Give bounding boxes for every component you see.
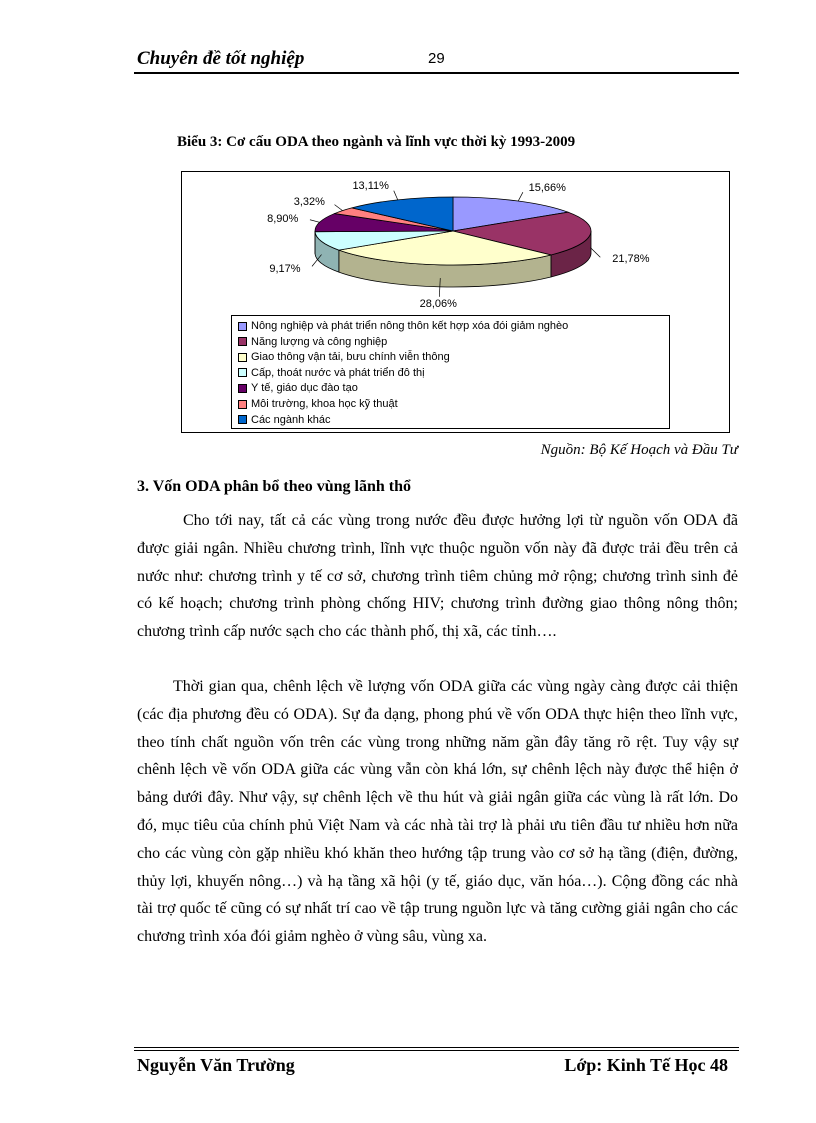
legend-item xyxy=(238,318,568,334)
section-heading: 3. Vốn ODA phân bổ theo vùng lãnh thổ xyxy=(137,478,412,495)
legend-swatch xyxy=(238,400,247,409)
legend-label: Nông nghiệp và phát triển nông thôn kết hợp xóa đói giảm nghèo xyxy=(251,320,569,332)
chart-legend xyxy=(231,315,670,429)
legend-item xyxy=(238,380,358,396)
pie-leader-line xyxy=(394,191,398,200)
page-number: 29 xyxy=(428,50,445,67)
pie-leader-line xyxy=(590,248,600,258)
legend-swatch xyxy=(238,368,247,377)
paragraph-2: Thời gian qua, chênh lệch về lượng vốn ODA giữa các vùng ngày càng được cải thiện (các địa phương đều có ODA). Sự đa dạng, phong phú về vốn ODA thực hiện theo lĩnh vực, theo tính chất nguồn vốn trên các vùng trong những năm gần đây tăng rõ rệt. Tuy vậy sự chênh lệch về vốn ODA giữa các vùng vẫn còn khá lớn, sự chênh lệch này được thể hiện ở bảng dưới đây. Như vậy, sự chênh lệch về thu hút và giải ngân giữa các vùng là rất lớn. Do đó, mục tiêu của chính phủ Việt Nam và các nhà tài trợ là phải ưu tiên đầu tư nhiều hơn nữa cho các vùng còn gặp nhiều khó khăn theo hướng tập trung vào cơ sở hạ tầng (điện, đường, thủy lợi, khuyến nông…) và hạ tầng xã hội (y tế, giáo dục, văn hóa…). Cộng đồng các nhà tài trợ quốc tế cũng có sự nhất trí cao về tập trung nguồn lực và tăng cường giải ngân cho các chương trình xóa đói giảm nghèo ở vùng sâu, vùng xa. xyxy=(137,678,738,946)
legend-swatch xyxy=(238,415,247,424)
pie-tops xyxy=(315,197,591,265)
chart-title: Biểu 3: Cơ cấu ODA theo ngành và lĩnh vực thời kỳ 1993-2009 xyxy=(177,134,576,150)
footer-rule xyxy=(134,1047,739,1048)
legend-label: Cấp, thoát nước và phát triển đô thị xyxy=(251,366,425,379)
pie-data-label: 8,90% xyxy=(267,213,299,226)
legend-label: Y tế, giáo dục đào tạo xyxy=(251,382,358,395)
legend-item xyxy=(238,396,398,412)
pie-data-label: 13,11% xyxy=(352,180,389,193)
legend-label: Các ngành khác xyxy=(251,413,331,426)
legend-label: Năng lượng và công nghiệp xyxy=(251,335,388,348)
footer-rule xyxy=(134,1050,739,1051)
legend-swatch xyxy=(238,384,247,393)
pie-leader-line xyxy=(310,220,320,223)
header-rule xyxy=(134,72,739,74)
legend-item xyxy=(238,334,387,350)
paragraph-1: Cho tới nay, tất cả các vùng trong nước đều được hưởng lợi từ nguồn vốn ODA đã được giải ngân. Nhiều chương trình, lĩnh vực thuộc nguồn vốn này đã được trải đều trên cả nước như: chương trình y tế cơ sở, chương trình tiêm chủng mở rộng; chương trình sinh đẻ có kế hoạch; chương trình phòng chống HIV; chương trình đường giao thông nông thôn; chương trình cấp nước sạch cho các thành phố, thị xã, các tỉnh…. xyxy=(137,512,738,641)
pie-data-label: 15,66% xyxy=(528,181,566,194)
pie-data-label: 3,32% xyxy=(293,196,325,209)
legend-swatch xyxy=(238,322,247,331)
legend-swatch xyxy=(238,337,247,346)
pie-data-label: 9,17% xyxy=(269,263,301,276)
legend-item xyxy=(238,365,425,381)
legend-item xyxy=(238,349,450,365)
pie-data-label: 21,78% xyxy=(612,252,650,265)
legend-label: Môi trường, khoa học kỹ thuật xyxy=(251,398,398,410)
chart-frame xyxy=(181,171,730,433)
pie-data-label: 28,06% xyxy=(419,297,457,310)
legend-swatch xyxy=(238,353,247,362)
pie-leader-line xyxy=(518,192,523,201)
pie-chart xyxy=(182,172,729,312)
pie-leader-line xyxy=(335,205,343,211)
header-title: Chuyên đề tốt nghiệp xyxy=(137,48,305,69)
footer-author: Nguyễn Văn Trường xyxy=(137,1055,295,1075)
legend-label: Giao thông vận tải, bưu chính viễn thông xyxy=(251,351,450,364)
legend-item xyxy=(238,412,331,428)
source-note: Nguồn: Bộ Kế Hoạch và Đầu Tư xyxy=(540,442,738,458)
footer-class: Lớp: Kinh Tế Học 48 xyxy=(564,1055,728,1075)
